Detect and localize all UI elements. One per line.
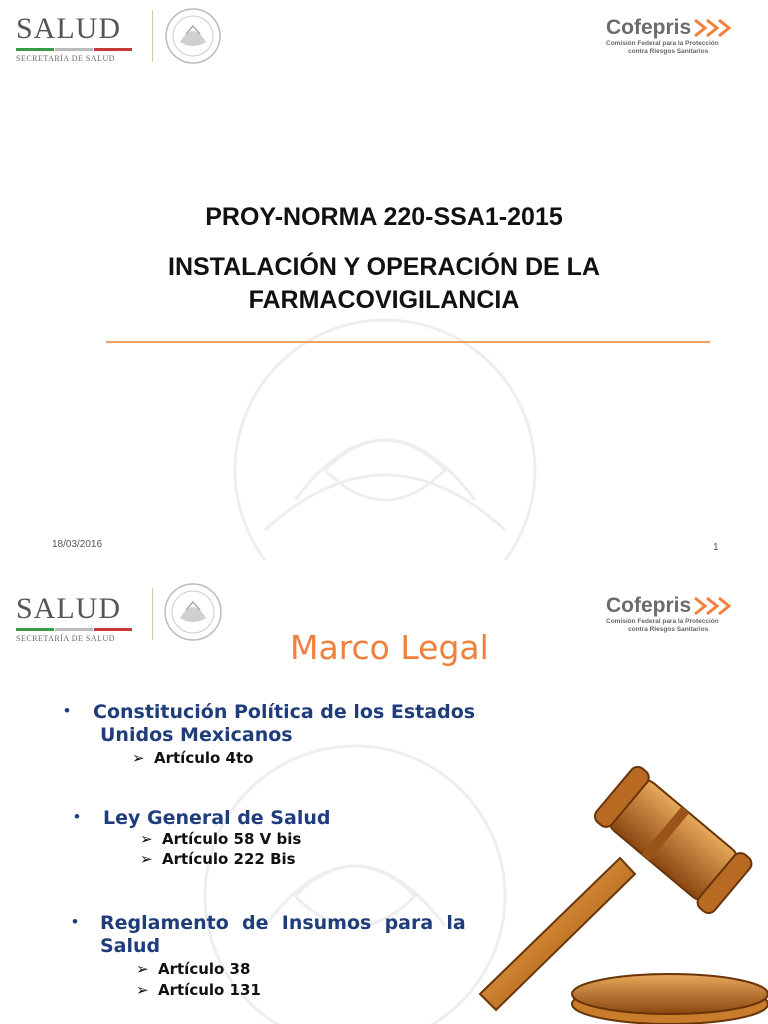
salud-logo-stripe: [16, 48, 132, 52]
title-line-3: FARMACOVIGILANCIA: [248, 286, 520, 314]
salud-logo-text: SALUD: [16, 592, 122, 625]
salud-logo-text: SALUD: [16, 12, 122, 45]
bullet-3: [100, 912, 466, 958]
cofepris-logo-text: Cofepris: [606, 594, 692, 617]
cofepris-logo-subtitle-2: contra Riesgos Sanitarios: [628, 626, 709, 633]
bullet-2-line-1: Ley General de Salud: [103, 807, 331, 829]
bullet-dot: •: [64, 701, 70, 720]
sub-item: [140, 850, 296, 868]
cofepris-logo-text: Cofepris: [606, 16, 692, 39]
sub-item: [140, 830, 301, 848]
slide-date: 18/03/2016: [52, 539, 103, 550]
salud-logo-subtitle: SECRETARÍA DE SALUD: [16, 634, 116, 643]
cofepris-arrows-icon: [693, 16, 737, 40]
bullet-2: [103, 807, 330, 830]
arrow-bullet-icon: ➢: [136, 960, 149, 978]
salud-logo: [16, 594, 146, 643]
bullet-dot: •: [72, 912, 78, 931]
gavel-icon: [470, 766, 768, 1024]
logo-separator: [152, 588, 153, 640]
arrow-bullet-icon: ➢: [140, 850, 153, 868]
salud-logo: [16, 14, 146, 63]
arrow-bullet-icon: ➢: [136, 981, 149, 999]
bullet-1: [93, 701, 475, 747]
sub-item-label: Artículo 4to: [154, 749, 254, 767]
bullet-1-line-1: Constitución Política de los Estados: [93, 701, 476, 723]
cofepris-logo: [606, 16, 756, 56]
title-divider: [106, 341, 710, 343]
cofepris-logo: [606, 594, 756, 634]
sub-item-label: Artículo 131: [158, 981, 261, 999]
bullet-3-line-1: Reglamento de Insumos para la: [100, 912, 466, 934]
arrow-bullet-icon: ➢: [132, 749, 145, 767]
sub-item-label: Artículo 38: [158, 960, 251, 978]
title-lines: [0, 251, 768, 317]
logo-separator: [152, 10, 153, 62]
slide-heading: Marco Legal: [290, 628, 489, 667]
sub-item-label: Artículo 58 V bis: [162, 830, 302, 848]
title-line-1: PROY-NORMA 220-SSA1-2015: [205, 203, 563, 231]
cofepris-logo-subtitle-1: Comisión Federal para la Protección: [606, 40, 719, 47]
sub-item: [136, 981, 261, 999]
sub-item: [136, 960, 250, 978]
arrow-bullet-icon: ➢: [140, 830, 153, 848]
eagle-seal-icon: [160, 580, 226, 644]
eagle-seal-icon: [160, 6, 226, 66]
cofepris-arrows-icon: [693, 594, 737, 618]
salud-logo-stripe: [16, 628, 132, 632]
watermark-seal-icon: [205, 300, 565, 560]
sub-item-label: Artículo 222 Bis: [162, 850, 296, 868]
title-line-2: INSTALACIÓN Y OPERACIÓN DE LA: [168, 253, 600, 281]
cofepris-logo-subtitle-2: contra Riesgos Sanitarios: [628, 48, 709, 55]
bullet-dot: •: [74, 807, 80, 826]
slide-2: [0, 576, 768, 1024]
sub-item: [132, 749, 253, 767]
salud-logo-subtitle: SECRETARÍA DE SALUD: [16, 54, 116, 63]
bullet-1-line-2: Unidos Mexicanos: [100, 724, 293, 746]
bullet-3-line-2: Salud: [100, 935, 161, 957]
cofepris-logo-subtitle-1: Comisión Federal para la Protección: [606, 618, 719, 625]
slide-number: 1: [713, 542, 719, 553]
